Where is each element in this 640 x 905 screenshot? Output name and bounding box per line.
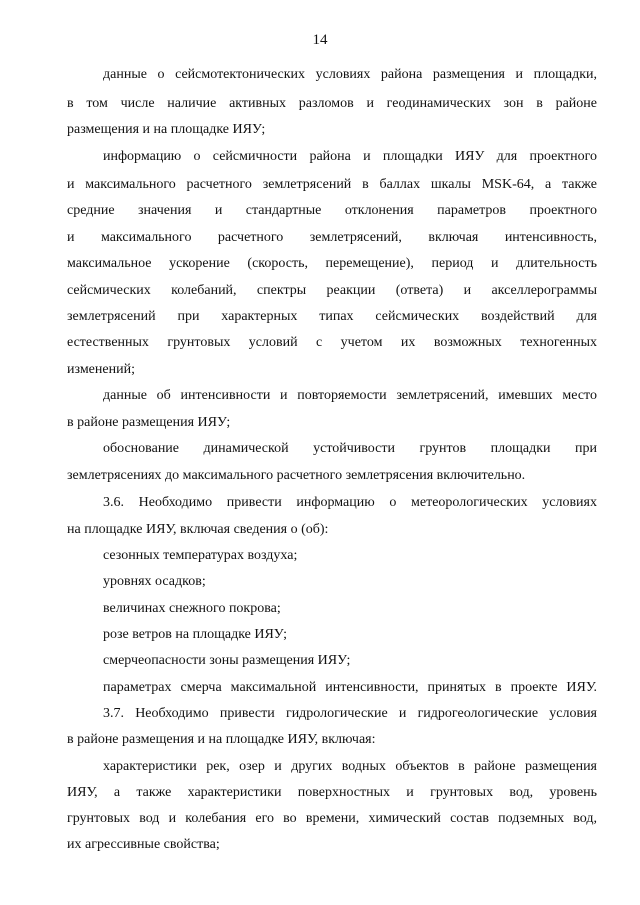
text-line: величинах снежного покрова; <box>103 601 281 616</box>
text-line: ИЯУ, а также характеристики поверхностных и грунтовых вод, уровень <box>67 785 597 800</box>
text-line: землетрясениях до максимального расчетного землетрясения включительно. <box>67 468 526 483</box>
text-line: обоснование динамической устойчивости грунтов площадки при <box>103 441 597 456</box>
text-line: землетрясений при характерных типах сейсмических воздействий для <box>67 309 597 324</box>
text-line: максимальное ускорение (скорость, перемещение), период и длительность <box>67 256 597 271</box>
text-line: данные о сейсмотектонических условиях района размещения и площадки, <box>103 67 597 82</box>
text-line: в том числе наличие активных разломов и геодинамических зон в районе <box>67 96 597 111</box>
text-line: сейсмических колебаний, спектры реакции (ответа) и акселлерограммы <box>67 283 597 298</box>
text-line: информацию о сейсмичности района и площадки ИЯУ для проектного <box>103 149 597 164</box>
text-line: розе ветров на площадке ИЯУ; <box>103 627 288 642</box>
page-number: 14 <box>312 32 328 48</box>
text-line: естественных грунтовых условий с учетом их возможных техногенных <box>67 335 597 350</box>
text-line: в районе размещения и на площадке ИЯУ, включая: <box>67 732 376 747</box>
text-line: 3.7. Необходимо привести гидрологические и гидрогеологические условия <box>103 706 597 721</box>
text-line: данные об интенсивности и повторяемости землетрясений, имевших место <box>103 388 597 403</box>
text-line: 3.6. Необходимо привести информацию о метеорологических условиях <box>103 495 597 510</box>
text-line: характеристики рек, озер и других водных объектов в районе размещения <box>103 759 597 774</box>
text-line: в районе размещения ИЯУ; <box>67 415 231 430</box>
text-line: и максимального расчетного землетрясений в баллах шкалы MSK-64, а также <box>67 177 597 192</box>
text-line: грунтовых вод и колебания его во времени, химический состав подземных вод, <box>67 811 597 826</box>
text-line: размещения и на площадке ИЯУ; <box>67 122 266 137</box>
text-line: изменений; <box>67 362 135 377</box>
text-line: смерчеопасности зоны размещения ИЯУ; <box>103 653 351 668</box>
text-line: уровнях осадков; <box>103 574 206 589</box>
text-line: их агрессивные свойства; <box>67 837 220 852</box>
text-line: средние значения и стандартные отклонения параметров проектного <box>67 203 597 218</box>
text-line: сезонных температурах воздуха; <box>103 548 298 563</box>
text-line: параметрах смерча максимальной интенсивности, принятых в проекте ИЯУ. <box>103 680 597 695</box>
text-line: и максимального расчетного землетрясений, включая интенсивность, <box>67 230 597 245</box>
text-line: на площадке ИЯУ, включая сведения о (об): <box>67 522 329 537</box>
